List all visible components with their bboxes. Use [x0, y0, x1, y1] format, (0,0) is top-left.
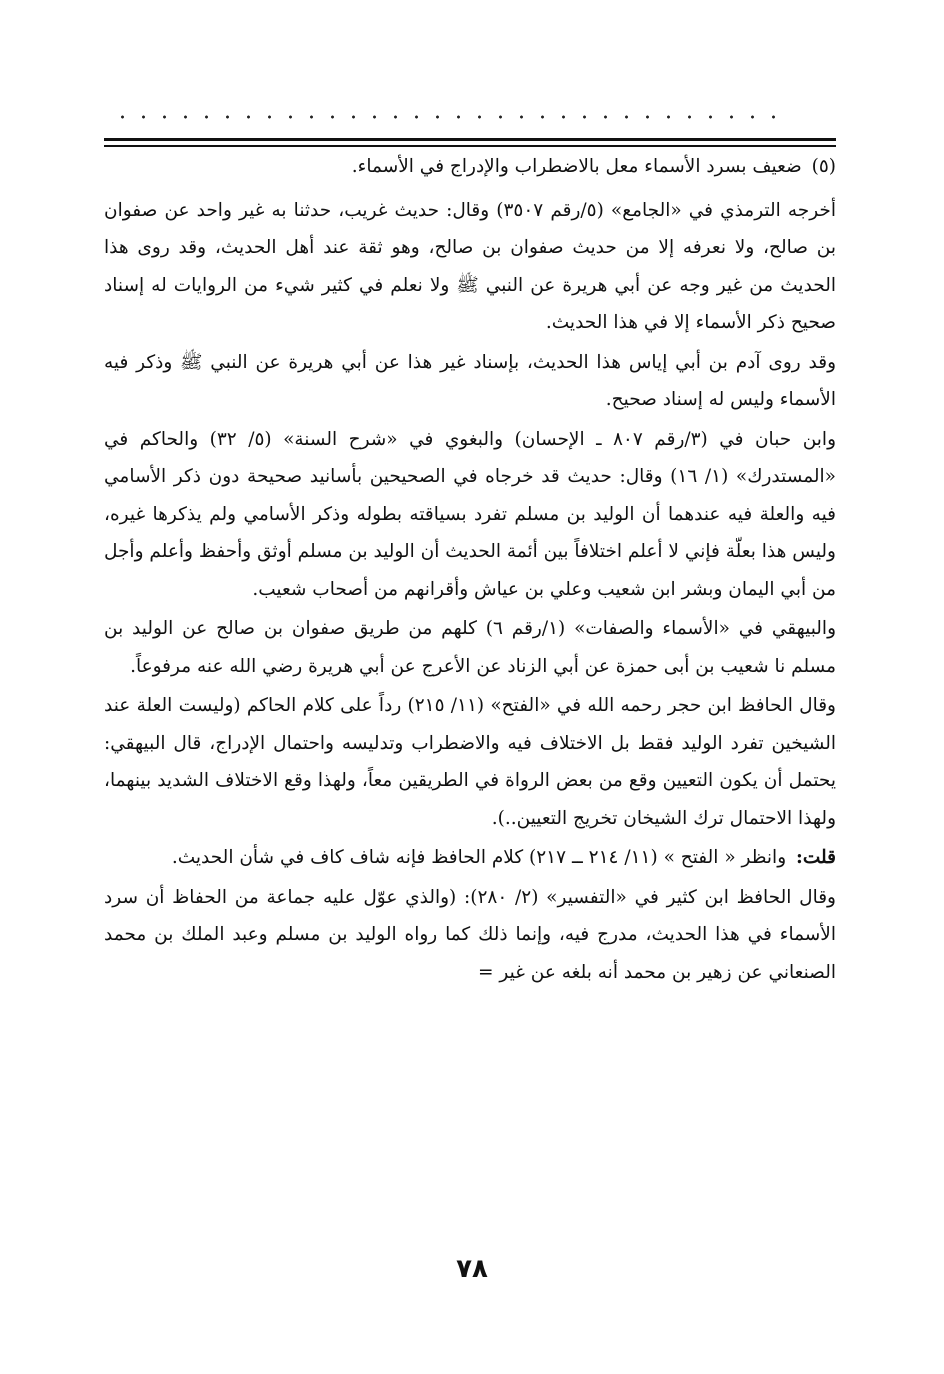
paragraph-bayhaqi: والبيهقي في «الأسماء والصفات» (١/رقم ٦) كلهم من طريق صفوان بن صالح عن الوليد بن مسلم نا شعيب بن أبى حمزة عن أبي الزناد عن الأعرج عن أبي هريرة رضي الله عنه مرفوعاً. — [104, 618, 836, 677]
dotted-separator — [112, 112, 792, 122]
footnote-rule-thin — [104, 145, 836, 147]
footnote-body — [104, 148, 836, 993]
paragraph-qultu — [104, 839, 836, 877]
footnote-rule-thick — [104, 138, 836, 141]
paragraph-tirmidhi: أخرجه الترمذي في «الجامع» (٥/رقم ٣٥٠٧) وقال: حديث غريب، حدثنا به غير واحد عن صفوان بن صالح، ولا نعرفه إلا من حديث صفوان بن صالح، وهو ثقة عند أهل الحديث، وقد روى هذا الحديث من غير وجه عن أبي هريرة عن النبي ﷺ ولا نعلم في كثير شيء من الروايات له إسناد صحيح ذكر الأسماء إلا في هذا الحديث. — [104, 199, 837, 333]
paragraph-ibn-kathir: وقال الحافظ ابن كثير في «التفسير» (٢/ ٢٨٠): (والذي عوّل عليه جماعة من الحفاظ أن سرد الأسماء في هذا الحديث، مدرج فيه، وإنما ذلك كما رواه الوليد بن مسلم وعبد الملك بن محمد الصنعاني عن زهير بن محمد أنه بلغه عن غير = — [104, 886, 836, 983]
page-number: ٧٨ — [456, 1254, 488, 1284]
footnote-heading-text: ضعيف بسرد الأسماء معل بالاضطراب والإدراج في الأسماء. — [351, 156, 802, 177]
paragraph-ibn-hajar: وقال الحافظ ابن حجر رحمه الله في «الفتح» (١١/ ٢١٥) رداً على كلام الحاكم (وليست العلة عند الشيخين تفرد الوليد فقط بل الاختلاف فيه والاضطراب وتدليسه واحتمال الإدراج، قال البيهقي: يحتمل أن يكون التعيين وقع من بعض الرواة في الطريقين معاً، ولهذا وقع الاختلاف الشديد بينهما، ولهذا الاحتمال ترك الشيخان تخريج التعيين..). — [104, 695, 836, 829]
footnote-number: (٥) — [811, 156, 836, 177]
paragraph-ibn-hibban: وابن حبان في (٣/رقم ٨٠٧ ـ الإحسان) والبغوي في «شرح السنة» (٥/ ٣٢) والحاكم في «المستدرك» (١/ ١٦) وقال: حديث قد خرجاه في الصحيحين بأسانيد صحيحة دون ذكر الأسامي فيه والعلة فيه عندهما أن الوليد بن مسلم تفرد بسياقته بطوله وذكر الأسامي ولم يذكرها غيره، وليس هذا بعلّة فإني لا أعلم اختلافاً بين أئمة الحديث أن الوليد بن مسلم أوثق وأحفظ وأعلم وأجل من أبي اليمان وبشر ابن شعيب وعلي بن عياش وأقرانهم من أصحاب شعيب. — [103, 428, 836, 600]
paragraph-adam: وقد روى آدم بن أبي إياس هذا الحديث، بإسناد غير هذا عن أبي هريرة عن النبي ﷺ وذكر فيه الأسماء وليس له إسناد صحيح. — [104, 351, 836, 410]
qultu-text: وانظر « الفتح » (١١/ ٢١٤ ــ ٢١٧) كلام الحافظ فإنه شاف كاف في شأن الحديث. — [171, 847, 787, 868]
footnote-heading — [104, 148, 836, 186]
qultu-lead: قلت: — [796, 847, 836, 868]
